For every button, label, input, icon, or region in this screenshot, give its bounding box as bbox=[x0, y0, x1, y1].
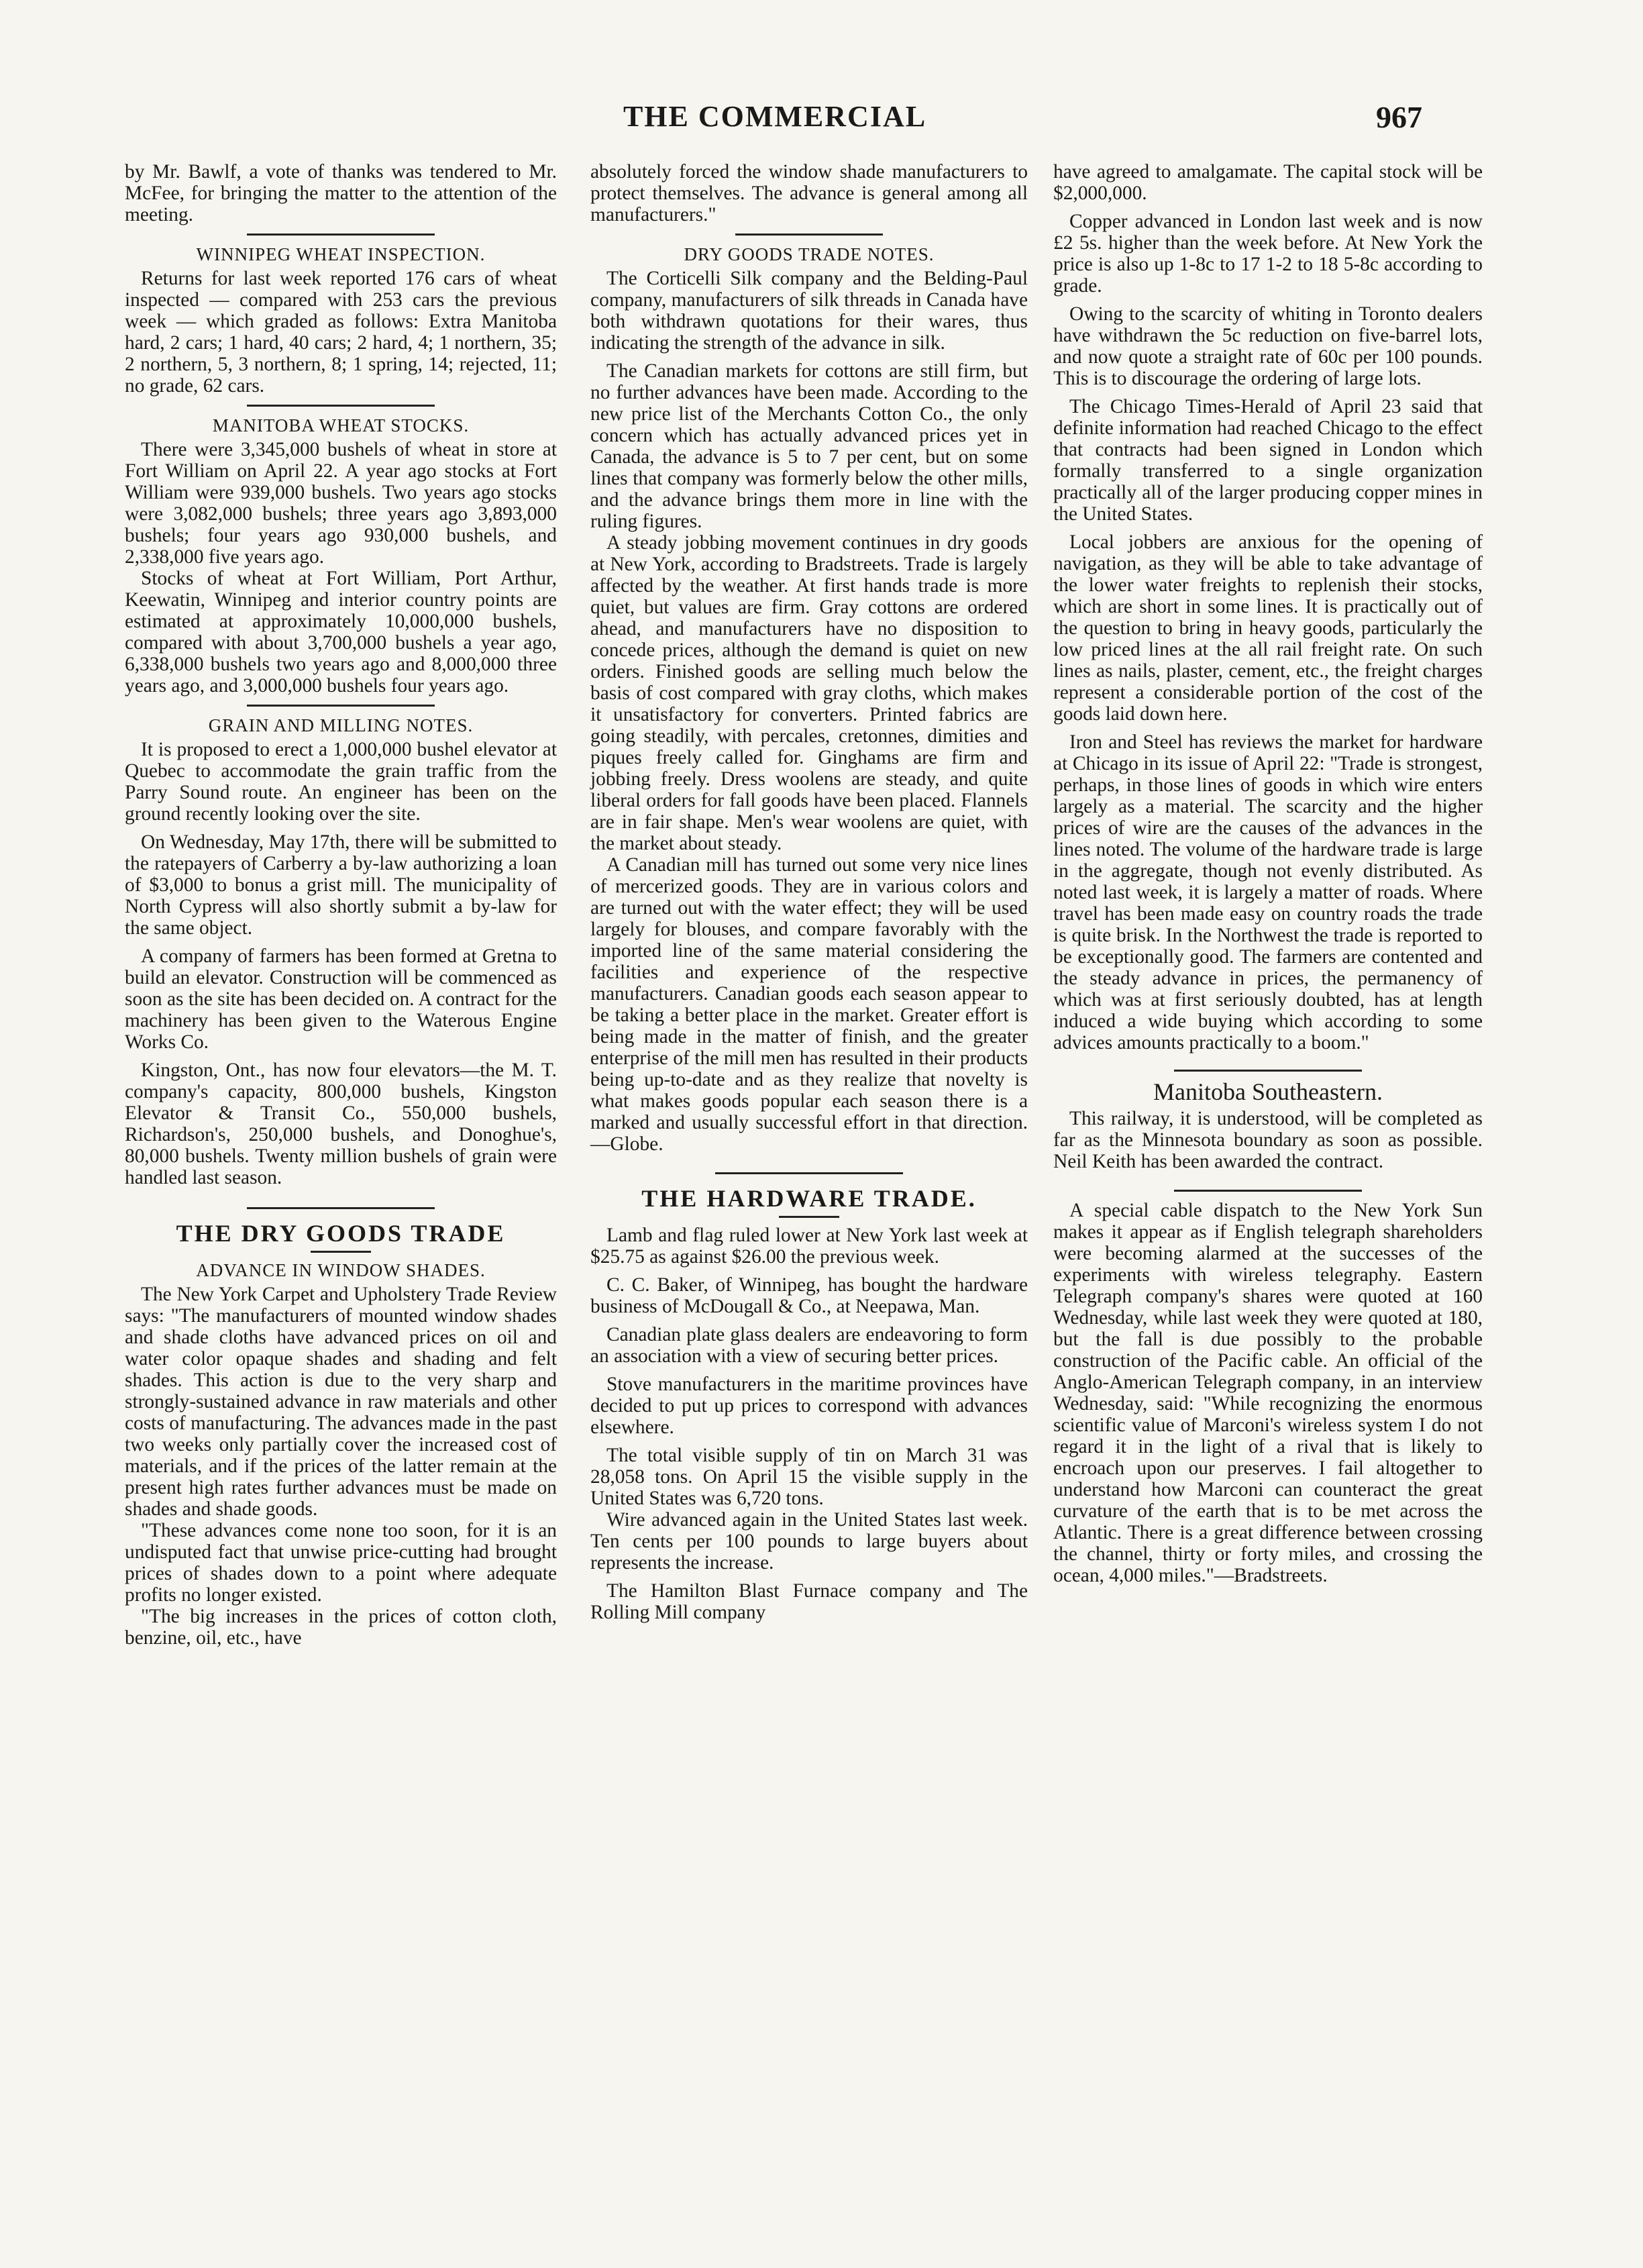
article-continuation: by Mr. Bawlf, a vote of thanks was tendered to Mr. McFee, for bringing the matter to the attention of the meeting. bbox=[125, 161, 557, 225]
paragraph: C. C. Baker, of Winnipeg, has bought the hardware business of McDougall & Co., at Neepawa, Man. bbox=[590, 1274, 1028, 1317]
paragraph: Lamb and flag ruled lower at New York last week at $25.75 as against $26.00 the previous week. bbox=[590, 1225, 1028, 1268]
paragraph: This railway, it is understood, will be completed as far as the Minnesota boundary as soon as possible. Neil Keith has been awarded the contract. bbox=[1053, 1108, 1483, 1172]
article-continuation: absolutely forced the window shade manufacturers to protect themselves. The advance is general among all manufacturers." bbox=[590, 161, 1028, 225]
paragraph: A special cable dispatch to the New York Sun makes it appear as if English telegraph shareholders were becoming alarmed at the successes of the experiments with wireless telegraphy. Eastern Telegraph company's shares were quoted at 160 Wednesday, while last week they were quoted at 180, but the fall is due possibly to the probable construction of the Pacific cable. An official of the Anglo-American Telegraph company, in an interview Wednesday, said: "While recognizing the enormous scientific value of Marconi's wireless system I do not regard it in the light of a rival that is likely to encroach upon our preserves. I fail altogether to understand how Marconi can counteract the great curvature of the earth that is to be met across the Atlantic. There is a great difference between crossing the channel, thirty or forty miles, and crossing the ocean, 4,000 miles."—Bradstreets. bbox=[1053, 1200, 1483, 1586]
article-continuation: have agreed to amalgamate. The capital stock will be $2,000,000. bbox=[1053, 161, 1483, 204]
paragraph: Copper advanced in London last week and is now £2 5s. higher than the week before. At New York the price is also up 1-8c to 17 1-2 to 18 5-8c according to grade. bbox=[1053, 211, 1483, 297]
divider bbox=[247, 405, 435, 407]
paragraph: A company of farmers has been formed at Gretna to build an elevator. Construction will be commenced as soon as the site has been decided on. A contract for the machinery has been given to the Waterous Engine Works Co. bbox=[125, 945, 557, 1053]
divider bbox=[1174, 1070, 1362, 1072]
section-heading: Manitoba Southeastern. bbox=[1153, 1078, 1383, 1105]
paragraph: The Chicago Times-Herald of April 23 said that definite information had reached Chicago to the effect that contracts had been signed in London which formally transferred to a single organization practically all of the larger producing copper mines in the United States. bbox=[1053, 396, 1483, 525]
divider bbox=[311, 1251, 371, 1253]
paragraph: Owing to the scarcity of whiting in Toronto dealers have withdrawn the 5c reduction on five-barrel lots, and now quote a straight rate of 60c per 100 pounds. This is to discourage the ordering of large lots. bbox=[1053, 303, 1483, 389]
paragraph: Iron and Steel has reviews the market for hardware at Chicago in its issue of April 22: "Trade is strongest, perhaps, in those lines of goods in which wire enters largely as a material. The scarcity and the higher prices of wire are the causes of the advances in the lines noted. The volume of the hardware trade is large in the aggregate, though not evenly distributed. As noted last week, it is largely a matter of roads. Where travel has been made easy on country roads the trade is quite brisk. In the Northwest the trade is reported to be exceptionally good. The farmers are contented and the steady advance in prices, the permanency of which was at first seriously doubted, has at length induced a wide buying which according to some advices amounts practically to a boom." bbox=[1053, 731, 1483, 1053]
paragraph: The Canadian markets for cottons are still firm, but no further advances have been made. According to the new price list of the Merchants Cotton Co., the only concern which has actually advanced prices yet in Canada, the advance is 5 to 7 per cent, but on some lines that company was formerly below the other mills, and the advance brings them more in line with the ruling figures. bbox=[590, 360, 1028, 532]
paragraph: There were 3,345,000 bushels of wheat in store at Fort William on April 22. A year ago stocks at Fort William were 939,000 bushels. Two years ago stocks were 3,082,000 bushels; three years ago 3,893,000 bushels; four years ago 930,000 bushels, and 2,338,000 five years ago. bbox=[125, 439, 557, 568]
column-1 bbox=[125, 161, 557, 1649]
article-heading: ADVANCE IN WINDOW SHADES. bbox=[196, 1260, 486, 1280]
paragraph: Local jobbers are anxious for the opening of navigation, as they will be able to take advantage of the lower water freights to replenish their stocks, which are short in some lines. It is practically out of the question to bring in heavy goods, particularly the low priced lines at the all rail freight rate. On such lines as nails, plaster, cement, etc., the freight charges represent a considerable portion of the cost of the goods laid down here. bbox=[1053, 531, 1483, 725]
paragraph: Stocks of wheat at Fort William, Port Arthur, Keewatin, Winnipeg and interior country points are estimated at approximately 10,000,000 bushels, compared with about 3,700,000 bushels a year ago, 6,338,000 bushels two years ago and 8,000,000 three years ago, and 3,000,000 bushels four years ago. bbox=[125, 568, 557, 697]
section-heading: MANITOBA WHEAT STOCKS. bbox=[212, 415, 470, 435]
column-2 bbox=[590, 161, 1028, 1623]
paragraph: On Wednesday, May 17th, there will be submitted to the ratepayers of Carberry a by-law authorizing a loan of $3,000 to bonus a grist mill. The municipality of North Cypress will also shortly submit a by-law for the same object. bbox=[125, 831, 557, 939]
section-heading: THE DRY GOODS TRADE bbox=[176, 1220, 506, 1247]
divider bbox=[247, 705, 435, 707]
page-header bbox=[127, 99, 1422, 153]
paragraph: It is proposed to erect a 1,000,000 bushel elevator at Quebec to accommodate the grain traffic from the Parry Sound route. An engineer has been on the ground recently looking over the site. bbox=[125, 739, 557, 825]
section-heading: WINNIPEG WHEAT INSPECTION. bbox=[196, 244, 486, 264]
divider bbox=[715, 1172, 903, 1174]
page-number: 967 bbox=[1376, 100, 1422, 134]
paragraph: A Canadian mill has turned out some very nice lines of mercerized goods. They are in various colors and are turned out with the water effect; they will be used largely for blouses, and compare favorably with the imported line of the same material considering the facilities and experience of the respective manufacturers. Canadian goods each season appear to be taking a better place in the market. Greater effort is being made in the matter of finish, and the greater enterprise of the mill men has resulted in their products being up-to-date and as they realize that novelty is what makes goods popular each season there is a marked and usually successful effort in that direction.—Globe. bbox=[590, 854, 1028, 1155]
section-heading: THE HARDWARE TRADE. bbox=[641, 1185, 977, 1212]
section-heading: DRY GOODS TRADE NOTES. bbox=[684, 244, 935, 264]
divider bbox=[735, 234, 883, 236]
paragraph: "The big increases in the prices of cotton cloth, benzine, oil, etc., have bbox=[125, 1606, 557, 1649]
paragraph: Canadian plate glass dealers are endeavoring to form an association with a view of securing better prices. bbox=[590, 1324, 1028, 1367]
paragraph: A steady jobbing movement continues in dry goods at New York, according to Bradstreets. Trade is largely affected by the weather. At first hands trade is more quiet, but values are firm. Gray cottons are ordered ahead, and manufacturers have no disposition to concede prices, although the demand is quiet on new orders. Finished goods are selling much below the basis of cost compared with gray cloths, which makes it unsatisfactory for converters. Printed fabrics are going steadily, with percales, cretonnes, dimities and piques freely called for. Ginghams are firm and jobbing freely. Dress woolens are steady, and quite liberal orders for fall goods have been placed. Flannels are in fair shape. Men's wear woolens are quiet, with the market about steady. bbox=[590, 532, 1028, 854]
paragraph: Returns for last week reported 176 cars of wheat inspected — compared with 253 cars the previous week — which graded as follows: Extra Manitoba hard, 2 cars; 1 hard, 40 cars; 2 hard, 4; 1 northern, 35; 2 northern, 5, 3 northern, 8; 1 spring, 14; rejected, 11; no grade, 62 cars. bbox=[125, 268, 557, 397]
divider bbox=[779, 1216, 839, 1218]
paragraph: The New York Carpet and Upholstery Trade Review says: "The manufacturers of mounted window shades and shade cloths have advanced prices on oil and water color opaque shades and shading and felt shades. This action is due to the very sharp and strongly-sustained advance in raw materials and other costs of manufacturing. The advances made in the past two weeks only partially cover the increased cost of materials, and if the prices of the latter remain at the present high rates further advances must be made on shades and shade goods. bbox=[125, 1284, 557, 1520]
divider bbox=[247, 1207, 435, 1209]
divider bbox=[247, 234, 435, 236]
divider bbox=[1174, 1190, 1362, 1192]
publication-title: THE COMMERCIAL bbox=[623, 100, 927, 133]
section-heading: GRAIN AND MILLING NOTES. bbox=[208, 715, 474, 735]
paragraph: Wire advanced again in the United States last week. Ten cents per 100 pounds to large buyers about represents the increase. bbox=[590, 1509, 1028, 1574]
paragraph: The total visible supply of tin on March 31 was 28,058 tons. On April 15 the visible supply in the United States was 6,720 tons. bbox=[590, 1445, 1028, 1509]
column-3 bbox=[1053, 161, 1483, 1586]
paragraph: The Corticelli Silk company and the Belding-Paul company, manufacturers of silk threads in Canada have both withdrawn quotations for their wares, thus indicating the strength of the advance in silk. bbox=[590, 268, 1028, 354]
paragraph: The Hamilton Blast Furnace company and The Rolling Mill company bbox=[590, 1580, 1028, 1623]
paragraph: Kingston, Ont., has now four elevators—the M. T. company's capacity, 800,000 bushels, Kingston Elevator & Transit Co., 550,000 bushels, Richardson's, 250,000 bushels, and Donoghue's, 80,000 bushels. Twenty million bushels of grain were handled last season. bbox=[125, 1060, 557, 1188]
paragraph: Stove manufacturers in the maritime provinces have decided to put up prices to correspond with advances elsewhere. bbox=[590, 1374, 1028, 1438]
paragraph: "These advances come none too soon, for it is an undisputed fact that unwise price-cutting had brought prices of shades down to a point where adequate profits no longer existed. bbox=[125, 1520, 557, 1606]
